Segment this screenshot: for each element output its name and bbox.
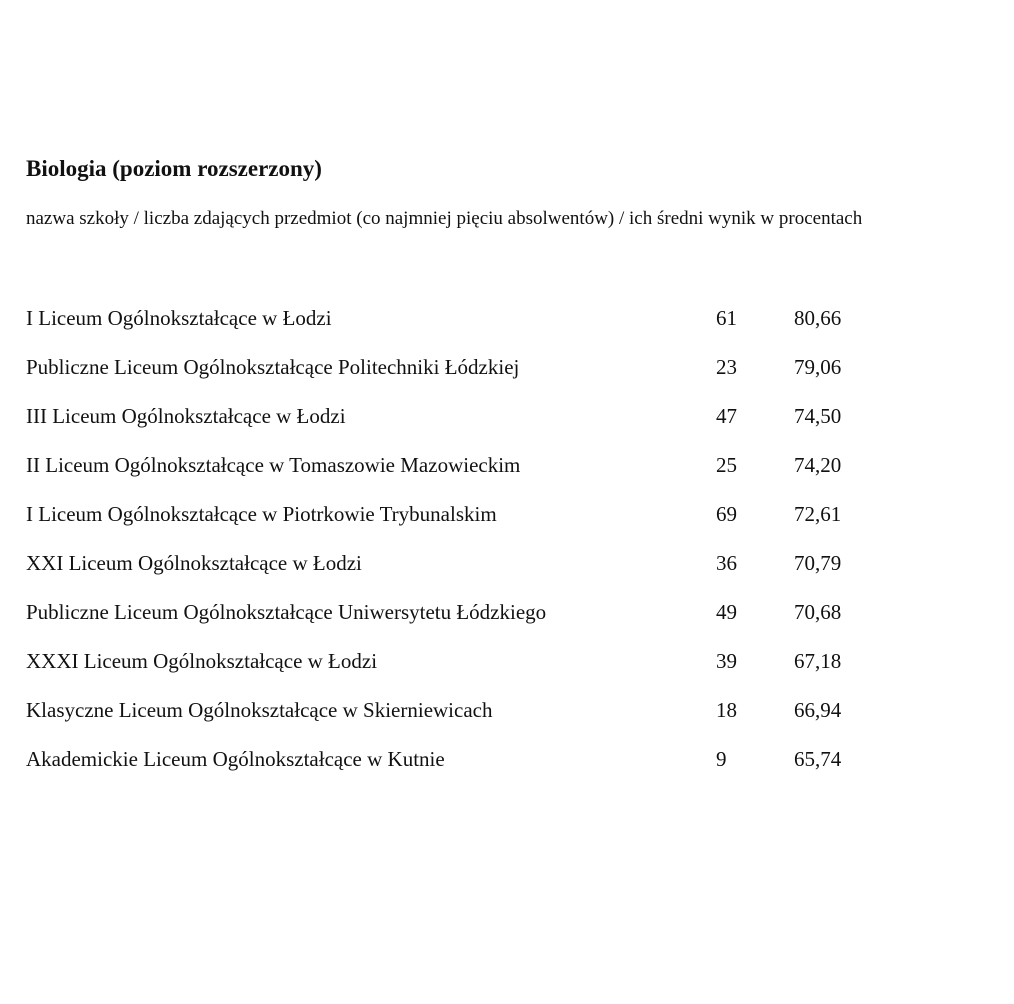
results-list (26, 304, 926, 794)
average-score: 74,20 (794, 453, 842, 477)
student-count: 36 (716, 551, 737, 575)
school-name: Publiczne Liceum Ogólnokształcące Uniwersytetu Łódzkiego (26, 600, 547, 624)
school-name: XXI Liceum Ogólnokształcące w Łodzi (26, 551, 362, 575)
table-row (26, 598, 926, 647)
average-score: 79,06 (794, 355, 842, 379)
average-score: 66,94 (794, 698, 842, 722)
student-count: 61 (716, 306, 737, 330)
school-name: Akademickie Liceum Ogólnokształcące w Kutnie (26, 747, 445, 771)
table-row (26, 745, 926, 794)
school-name: XXXI Liceum Ogólnokształcące w Łodzi (26, 649, 378, 673)
table-row (26, 451, 926, 500)
school-name: I Liceum Ogólnokształcące w Piotrkowie Trybunalskim (26, 502, 497, 526)
average-score: 80,66 (794, 306, 842, 330)
average-score: 74,50 (794, 404, 842, 428)
student-count: 69 (716, 502, 737, 526)
document-title: Biologia (poziom rozszerzony) (26, 156, 322, 181)
student-count: 23 (716, 355, 737, 379)
student-count: 9 (716, 747, 727, 771)
student-count: 49 (716, 600, 737, 624)
average-score: 70,68 (794, 600, 842, 624)
school-name: I Liceum Ogólnokształcące w Łodzi (26, 306, 332, 330)
school-name: II Liceum Ogólnokształcące w Tomaszowie Mazowieckim (26, 453, 521, 477)
student-count: 39 (716, 649, 737, 673)
document-subtitle: nazwa szkoły / liczba zdających przedmiot (co najmniej pięciu absolwentów) / ich średni wynik w procentach (26, 208, 863, 229)
table-row (26, 647, 926, 696)
table-row (26, 549, 926, 598)
student-count: 18 (716, 698, 737, 722)
average-score: 67,18 (794, 649, 842, 673)
school-name: Publiczne Liceum Ogólnokształcące Politechniki Łódzkiej (26, 355, 520, 379)
average-score: 70,79 (794, 551, 842, 575)
table-row (26, 500, 926, 549)
average-score: 72,61 (794, 502, 842, 526)
student-count: 25 (716, 453, 737, 477)
table-row (26, 304, 926, 353)
table-row (26, 353, 926, 402)
school-name: III Liceum Ogólnokształcące w Łodzi (26, 404, 346, 428)
table-row (26, 696, 926, 745)
average-score: 65,74 (794, 747, 842, 771)
table-row (26, 402, 926, 451)
school-name: Klasyczne Liceum Ogólnokształcące w Skierniewicach (26, 698, 493, 722)
student-count: 47 (716, 404, 737, 428)
